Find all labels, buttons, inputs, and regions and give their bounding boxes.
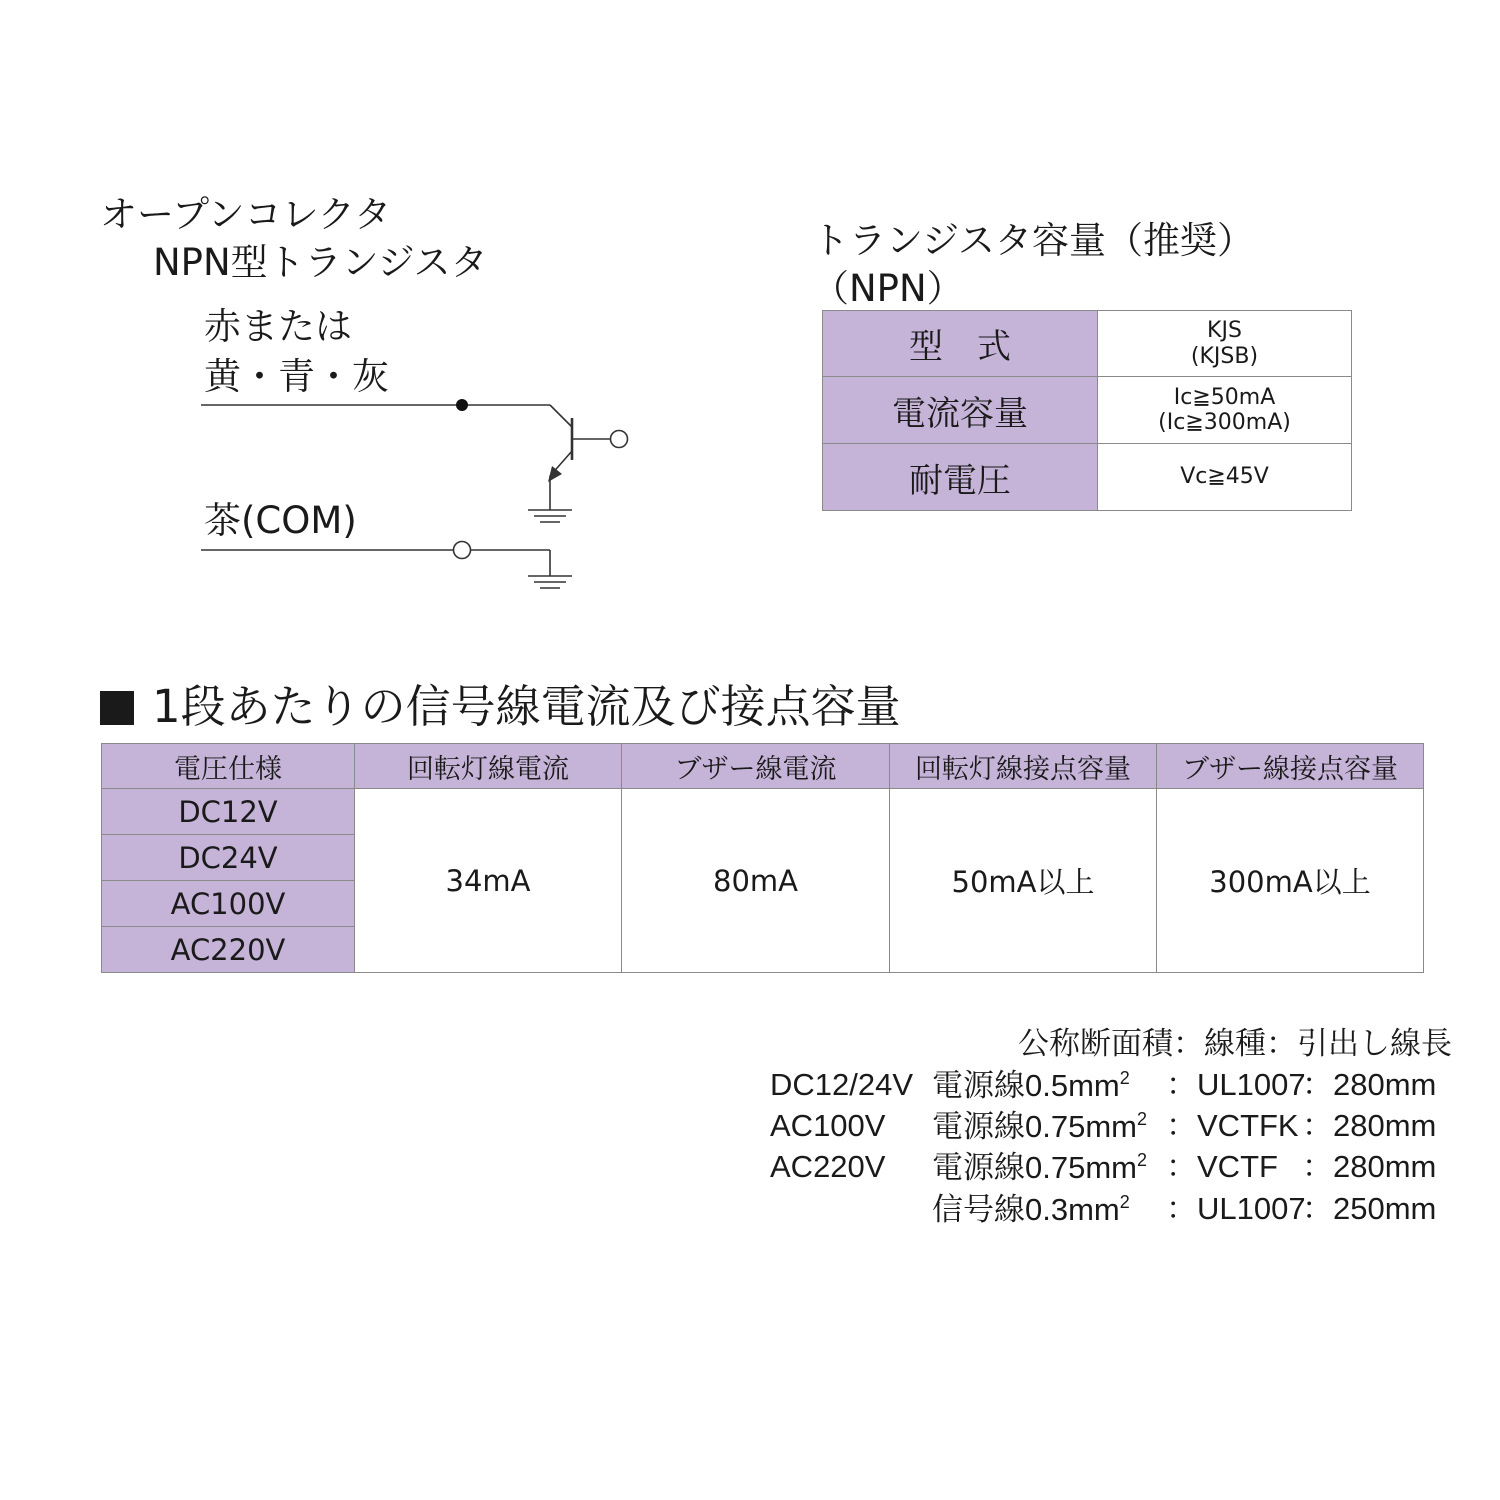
lamp-contact-value: 50mA以上 [890,789,1157,973]
square-bullet-icon [100,691,134,725]
spec-wire [932,1193,1130,1225]
separator: ： [1166,1067,1197,1102]
spec-type [1166,1110,1299,1141]
spec-wire [932,1110,1147,1142]
spec-wire-text: 信号線0.3mm [932,1192,1120,1227]
capacity-row [823,444,1352,511]
spec-voltage: AC220V [770,1149,886,1184]
withstand-voltage: Vc≧45V [1180,464,1269,490]
section-heading [100,680,901,733]
voltage-cell: AC220V [102,927,355,973]
capacity-title-line1: トランジスタ容量（推奨） [812,219,1254,262]
spec-wire [932,1151,1147,1183]
spec-type [1166,1151,1278,1182]
spec-wire-text: 電源線0.75mm [932,1150,1137,1185]
wire-label-line1: 赤または [204,305,352,348]
spec-type-text: UL1007 [1197,1067,1306,1102]
model-name: KJS [1207,318,1242,344]
separator: ： [1302,1149,1333,1184]
emitter-arrow-icon [548,466,562,482]
spec-length-text: 250mm [1333,1191,1437,1226]
capacity-label-current: 電流容量 [823,377,1098,444]
table-header-row [102,744,1424,789]
current-capacity: Ic≧50mA [1173,384,1276,410]
capacity-value-current [1098,377,1352,444]
spec-length [1302,1069,1436,1100]
spec-length-text: 280mm [1333,1067,1437,1102]
spec-type-text: VCTF [1197,1149,1278,1184]
header-lamp-contact: 回転灯線接点容量 [890,744,1157,789]
circuit-title-line2: NPN型トランジスタ [153,241,488,284]
voltage-cell: DC12V [102,789,355,835]
header-buzzer-current: ブザー線電流 [622,744,890,789]
spec-type-text: VCTFK [1197,1108,1299,1143]
separator: ： [1166,1108,1197,1143]
section-heading-text: 1段あたりの信号線電流及び接点容量 [152,680,901,733]
spec-length [1302,1193,1436,1224]
separator: ： [1166,1149,1197,1184]
capacity-label-voltage: 耐電圧 [823,444,1098,511]
spec-type [1166,1193,1306,1224]
spec-type-text: UL1007 [1197,1191,1306,1226]
output-terminal-icon [611,431,628,448]
voltage-cell: DC24V [102,835,355,881]
superscript: 2 [1119,1068,1130,1088]
buzzer-current-value: 80mA [622,789,890,973]
superscript: 2 [1119,1192,1130,1212]
header-lamp-current: 回転灯線電流 [355,744,622,789]
collector-lead [550,405,572,427]
wire-label-line2: 黄・青・灰 [204,355,389,398]
voltage-cell: AC100V [102,881,355,927]
current-capacity-alt: (Ic≧300mA) [1158,410,1291,435]
signal-current-table [101,743,1424,973]
capacity-title-line2: （NPN） [812,267,964,310]
table-row [102,789,1424,835]
spec-length-text: 280mm [1333,1108,1437,1143]
superscript: 2 [1136,1109,1147,1129]
separator: ： [1166,1191,1197,1226]
superscript: 2 [1136,1150,1147,1170]
capacity-row [823,311,1352,377]
model-name-alt: (KJSB) [1190,343,1259,369]
lamp-current-value: 34mA [355,789,622,973]
circuit-title-line1: オープンコレクタ [100,193,392,236]
capacity-value-model [1098,311,1352,377]
header-voltage-spec: 電圧仕様 [102,744,355,789]
transistor-capacity-table [822,310,1352,511]
header-buzzer-contact: ブザー線接点容量 [1157,744,1424,789]
buzzer-contact-value: 300mA以上 [1157,789,1424,973]
spec-wire-text: 電源線0.75mm [932,1109,1137,1144]
npn-circuit-diagram [0,0,700,620]
spec-wire-text: 電源線0.5mm [932,1068,1120,1103]
spec-voltage: DC12/24V [770,1067,914,1102]
separator: ： [1302,1067,1333,1102]
capacity-label-model: 型 式 [823,311,1098,377]
junction-dot-icon [456,399,468,411]
spec-length [1302,1110,1436,1141]
spec-type [1166,1069,1306,1100]
separator: ： [1302,1108,1333,1143]
spec-length [1302,1151,1436,1182]
spec-length-text: 280mm [1333,1149,1437,1184]
spec-voltage: AC100V [770,1108,886,1143]
separator: ： [1302,1191,1333,1226]
wire-spec-header: 公称断面積：線種：引出し線長 [1018,1026,1452,1061]
spec-wire [932,1069,1130,1101]
capacity-row [823,377,1352,444]
capacity-value-voltage [1098,444,1352,511]
com-terminal-icon [454,542,471,559]
common-wire-label: 茶(COM) [204,499,357,542]
